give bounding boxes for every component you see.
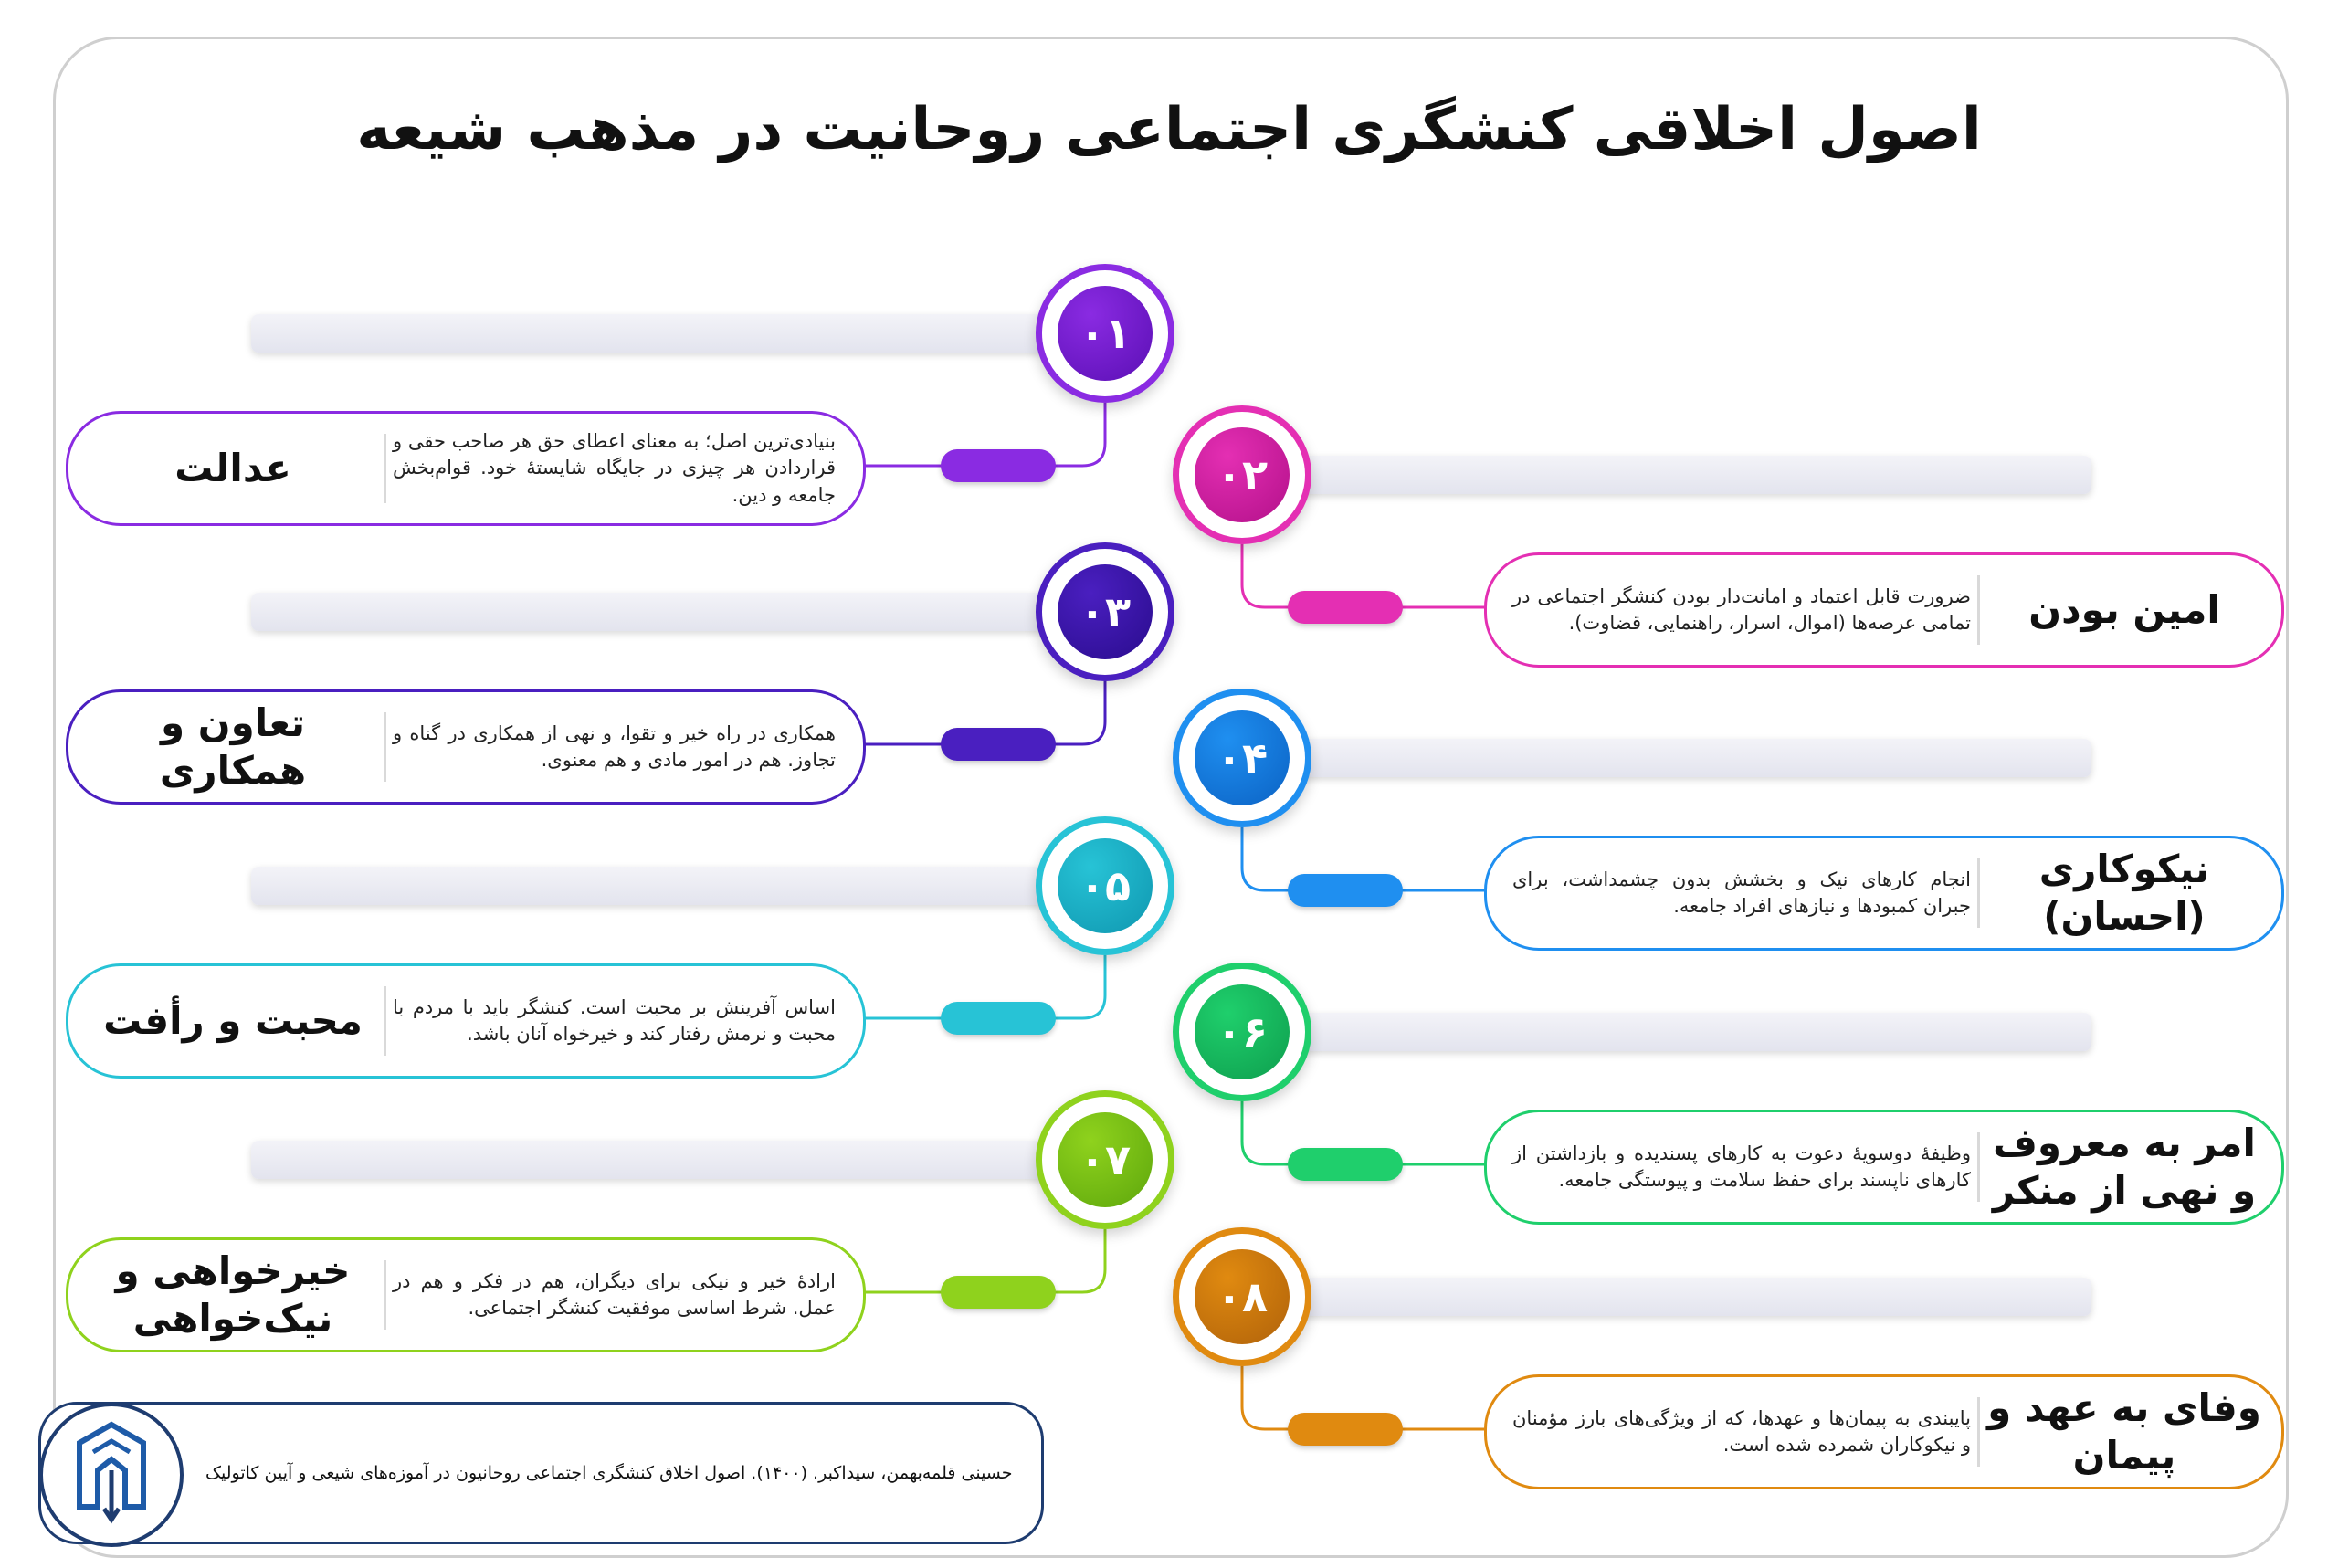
principle-card <box>1484 1374 2284 1489</box>
card-divider <box>1977 858 1980 928</box>
card-divider <box>1977 575 1980 645</box>
principle-bar <box>251 867 1073 905</box>
principle-number-circle <box>1036 816 1174 955</box>
card-divider <box>384 1260 386 1330</box>
principle-title: خیرخواهی و نیک‌خواهی <box>115 1247 351 1341</box>
principle-card <box>66 963 866 1079</box>
logo <box>39 1403 184 1547</box>
principle-title: تعاون و همکاری <box>159 700 307 793</box>
card-divider <box>1977 1132 1980 1202</box>
principle-title: امین بودن <box>2028 586 2220 632</box>
connector-pill <box>1288 1148 1403 1181</box>
principle-title: امر به معروف و نهی از منکر <box>1992 1120 2257 1213</box>
principle-description: انجام کارهای نیک و بخشش بدون چشمداشت، برای جبران کمبودها و نیازهای افراد جامعه. <box>1512 868 1971 917</box>
card-divider <box>384 986 386 1056</box>
principle-number: ۰۵ <box>1058 838 1153 933</box>
principle-card <box>66 1237 866 1352</box>
principle-card <box>66 411 866 526</box>
principle-description: ضرورت قابل اعتماد و امانت‌دار بودن کنشگر اجتماعی در تمامی عرصه‌ها (اموال، اسرار، راهنمایی، قضاوت). <box>1512 584 1971 634</box>
principle-number-circle <box>1173 405 1311 544</box>
principle-title: نیکوکاری (احسان) <box>2038 846 2210 939</box>
principle-description: بنیادی‌ترین اصل؛ به معنای اعطای حق هر صاحب حقی و قراردادن هر چیزی در جایگاه شایستهٔ خود. قوام‌بخش جامعه و دین. <box>393 429 836 506</box>
principle-description: پایبندی به پیمان‌ها و عهدها، که از ویژگی‌های بارز مؤمنان و نیکوکاران شمرده شده است. <box>1512 1406 1971 1456</box>
citation-box <box>38 1402 1044 1544</box>
principle-bar <box>1269 1013 2091 1051</box>
principle-bar <box>1269 1278 2091 1316</box>
principle-number-circle <box>1036 1090 1174 1229</box>
principle-card <box>1484 1110 2284 1225</box>
page-title: اصول اخلاقی کنشگری اجتماعی روحانیت در مذهب شیعه <box>356 96 1982 163</box>
principle-description: ارادهٔ خیر و نیکی برای دیگران، هم در فکر و هم در عمل. شرط اساسی موفقیت کنشگر اجتماعی. <box>393 1269 836 1319</box>
card-divider <box>384 712 386 782</box>
connector-pill <box>1288 591 1403 624</box>
card-divider <box>1977 1397 1980 1467</box>
principle-number-circle <box>1173 689 1311 827</box>
principle-bar <box>1269 739 2091 777</box>
principle-bar <box>1269 456 2091 494</box>
principle-title: محبت و رأفت <box>103 997 363 1043</box>
principle-number: ۰۶ <box>1195 984 1290 1079</box>
principle-title: وفای به عهد و پیمان <box>1987 1384 2261 1478</box>
principle-number: ۰۸ <box>1195 1249 1290 1344</box>
principle-bar <box>251 1141 1073 1179</box>
principle-number-circle <box>1036 542 1174 681</box>
principle-number-circle <box>1173 963 1311 1101</box>
principle-bar <box>251 314 1073 353</box>
principle-number: ۰۲ <box>1195 427 1290 522</box>
principle-description: همکاری در راه خیر و تقوا، و نهی از همکاری در گناه و تجاوز. هم در امور مادی و هم معنوی. <box>393 721 836 771</box>
principle-card <box>66 689 866 805</box>
principle-title: عدالت <box>174 445 291 490</box>
principle-number: ۰۴ <box>1195 710 1290 805</box>
connector-pill <box>1288 1413 1403 1446</box>
principle-number: ۰۳ <box>1058 564 1153 659</box>
logo-emblem-icon <box>43 1406 180 1543</box>
connector-pill <box>941 1002 1056 1035</box>
principle-number-circle <box>1173 1227 1311 1366</box>
connector-pill <box>1288 874 1403 907</box>
connector-pill <box>941 728 1056 761</box>
citation-text: حسینی قلمه‌بهمن، سیداکبر. (۱۴۰۰). اصول اخلاق کنشگری اجتماعی روحانیون در آموزه‌های شیعی و آیین کاتولیک <box>205 1463 1013 1483</box>
principle-number: ۰۱ <box>1058 286 1153 381</box>
principle-description: اساس آفرینش بر محبت است. کنشگر باید با مردم با محبت و نرمش رفتار کند و خیرخواه آنان باشد. <box>393 995 836 1045</box>
principle-card <box>1484 552 2284 668</box>
principle-card <box>1484 836 2284 951</box>
connector-pill <box>941 449 1056 482</box>
principle-description: وظیفهٔ دوسویهٔ دعوت به کارهای پسندیده و بازداشتن از کارهای ناپسند برای حفظ سلامت و پیوستگی جامعه. <box>1512 1142 1971 1191</box>
card-divider <box>384 434 386 503</box>
principle-number: ۰۷ <box>1058 1112 1153 1207</box>
principle-bar <box>251 593 1073 631</box>
principle-number-circle <box>1036 264 1174 403</box>
connector-pill <box>941 1276 1056 1309</box>
